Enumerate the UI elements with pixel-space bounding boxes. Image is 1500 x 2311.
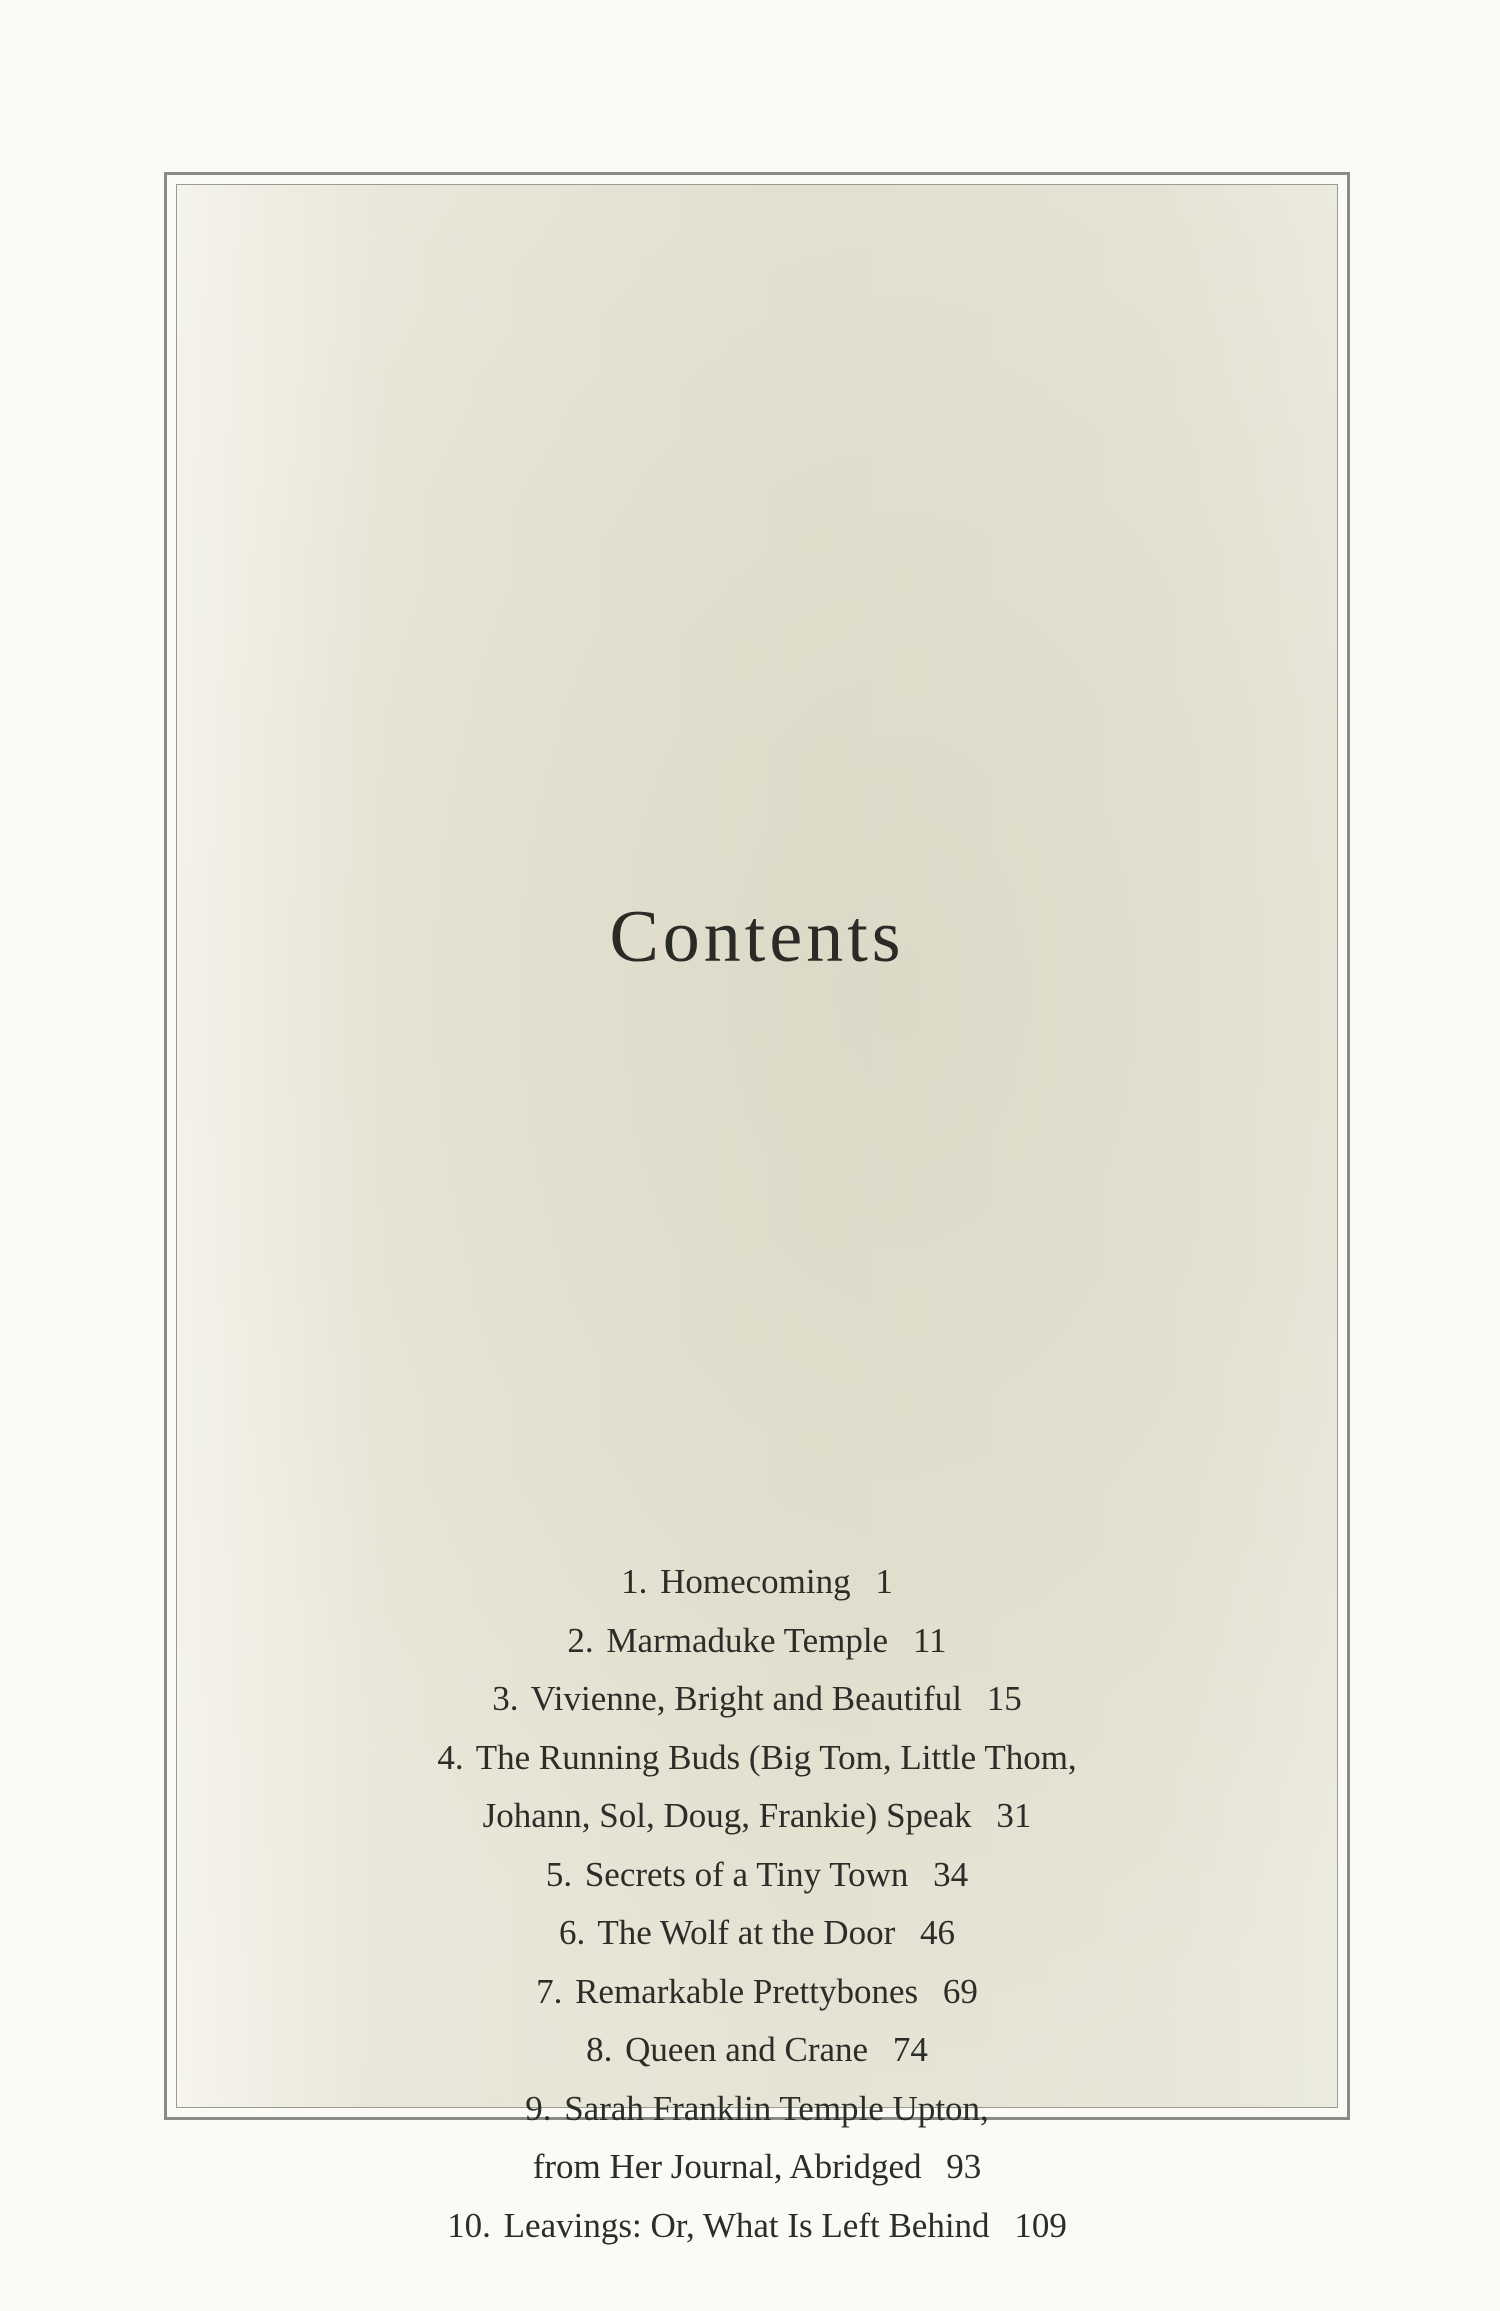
toc-entry-number: 4. (437, 1737, 464, 1777)
toc-entry-title: The Wolf at the Door (597, 1913, 896, 1952)
toc-entry-page: 46 (919, 1913, 955, 1952)
toc-entry (177, 1729, 1337, 1788)
toc-entry-page: 31 (996, 1796, 1032, 1835)
toc-entry-number: 10. (447, 2205, 491, 2245)
toc-entry-title: Remarkable Prettybones (575, 1971, 919, 2011)
toc-entry (177, 1963, 1337, 2022)
toc-entry-title: Queen and Crane (625, 2030, 869, 2069)
table-of-contents (177, 1553, 1337, 2255)
page-border-inner (176, 184, 1338, 2245)
toc-entry-continuation (177, 2138, 1337, 2197)
toc-entry-continuation (177, 1787, 1337, 1846)
toc-entry-title: The Running Buds (Big Tom, Little Thom, (475, 1737, 1077, 1777)
toc-entry-title: Vivienne, Bright and Beautiful (530, 1679, 963, 1718)
toc-entry-number: 6. (559, 1913, 586, 1952)
toc-entry-title: Leavings: Or, What Is Left Behind (503, 2205, 990, 2245)
toc-entry (177, 2197, 1337, 2256)
toc-entry-title: Sarah Franklin Temple Upton, (564, 2088, 989, 2128)
toc-entry-page: 74 (892, 2030, 928, 2069)
toc-entry-title-continued: from Her Journal, Abridged (532, 2147, 922, 2186)
toc-entry (177, 2080, 1337, 2139)
toc-entry-number: 9. (525, 2088, 552, 2128)
toc-entry-page: 109 (1014, 2205, 1067, 2245)
toc-entry-number: 7. (536, 1971, 563, 2011)
toc-entry (177, 1904, 1337, 1963)
toc-entry-number: 5. (545, 1854, 573, 1894)
toc-entry-page: 1 (875, 1562, 893, 1601)
toc-entry-page: 34 (933, 1854, 969, 1894)
toc-entry-number: 1. (621, 1562, 648, 1601)
toc-entry-page: 15 (986, 1679, 1022, 1718)
page-border-outer (164, 172, 1350, 2245)
toc-entry-number: 2. (567, 1620, 594, 1660)
toc-entry-page: 11 (912, 1620, 947, 1660)
toc-entry (177, 1670, 1337, 1729)
toc-entry-title: Homecoming (660, 1562, 851, 1601)
toc-entry-title: Marmaduke Temple (606, 1620, 889, 1660)
toc-entry (177, 1553, 1337, 1612)
toc-entry (177, 2021, 1337, 2080)
page-title: Contents (609, 896, 905, 978)
toc-entry-title-continued: Johann, Sol, Doug, Frankie) Speak (482, 1796, 972, 1835)
toc-entry-number: 3. (492, 1679, 519, 1718)
toc-entry-title: Secrets of a Tiny Town (584, 1854, 909, 1894)
toc-entry (177, 1612, 1337, 1671)
toc-entry-page: 93 (946, 2147, 982, 2186)
toc-entry (177, 1846, 1337, 1905)
toc-entry-number: 8. (586, 2030, 613, 2069)
toc-entry-page: 69 (942, 1971, 978, 2011)
